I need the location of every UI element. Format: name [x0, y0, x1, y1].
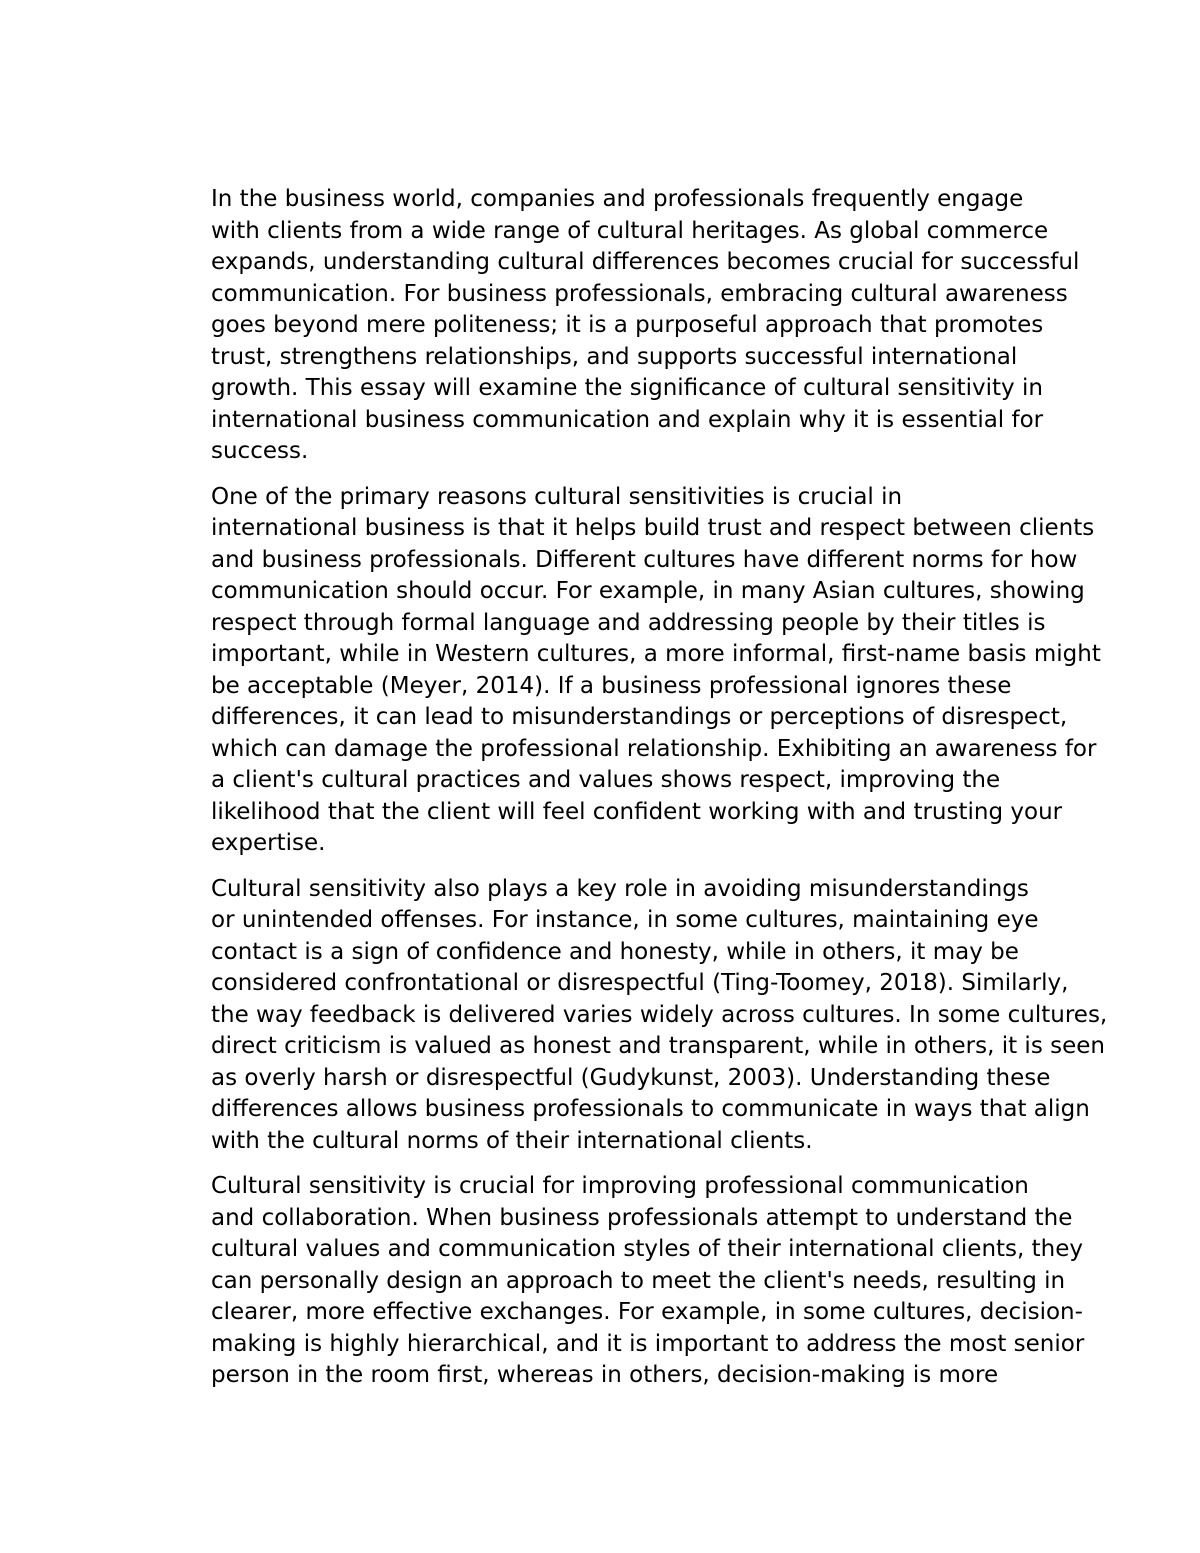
text-line: as overly harsh or disrespectful (Gudykunst, 2003). Understanding these — [211, 1064, 1051, 1091]
text-line: considered confrontational or disrespectful (Ting-Toomey, 2018). Similarly, — [211, 970, 1069, 996]
text-line: One of the primary reasons cultural sensitivities is crucial in — [211, 483, 903, 510]
text-line: contact is a sign of confidence and honesty, while in others, it may be — [211, 938, 1019, 965]
text-line: international business is that it helps build trust and respect between clients — [211, 515, 1095, 541]
text-line: trust, strengthens relationships, and supports successful international — [211, 343, 1018, 370]
text-line: or unintended offenses. For instance, in some cultures, maintaining eye — [211, 907, 1039, 933]
text-line: expertise. — [211, 830, 326, 856]
text-line: communication should occur. For example, in many Asian cultures, showing — [211, 578, 1085, 604]
text-line: with clients from a wide range of cultural heritages. As global commerce — [211, 217, 1049, 244]
text-line: which can damage the professional relationship. Exhibiting an awareness for — [211, 735, 1097, 762]
text-line: the way feedback is delivered varies widely across cultures. In some cultures, — [211, 1001, 1108, 1028]
text-line: person in the room first, whereas in others, decision-making is more — [211, 1362, 999, 1388]
text-line: growth. This essay will examine the significance of cultural sensitivity in — [211, 375, 1043, 401]
text-line: cultural values and communication styles of their international clients, they — [211, 1236, 1084, 1262]
text-line: differences allows business professionals to communicate in ways that align — [211, 1096, 1090, 1122]
text-line: likelihood that the client will feel confident working with and trusting your — [211, 798, 1063, 825]
essay-body — [143, 184, 1108, 1406]
paragraph-misunderstandings — [143, 874, 1108, 1158]
paragraph-collaboration — [143, 1171, 1085, 1392]
text-line: important, while in Western cultures, a more informal, first-name basis might — [211, 641, 1101, 667]
text-line: goes beyond mere politeness; it is a purposeful approach that promotes — [211, 312, 1044, 338]
paragraph-trust-and-respect — [143, 482, 1101, 860]
text-line: making is highly hierarchical, and it is important to address the most senior — [211, 1330, 1085, 1357]
text-line: and business professionals. Different cultures have different norms for how — [211, 546, 1078, 573]
text-line: respect through formal language and addressing people by their titles is — [211, 609, 1046, 636]
paragraph-introduction — [143, 184, 1080, 468]
text-line: communication. For business professionals, embracing cultural awareness — [211, 280, 1068, 307]
text-line: differences, it can lead to misunderstandings or perceptions of disrespect, — [211, 704, 1068, 730]
text-line: with the cultural norms of their international clients. — [211, 1127, 813, 1154]
text-line: can personally design an approach to meet the client's needs, resulting in — [211, 1267, 1066, 1294]
text-line: clearer, more effective exchanges. For example, in some cultures, decision- — [211, 1299, 1083, 1325]
text-line: be acceptable (Meyer, 2014). If a business professional ignores these — [211, 672, 1012, 699]
text-line: success. — [211, 438, 309, 464]
text-line: international business communication and explain why it is essential for — [211, 406, 1044, 433]
text-line: a client's cultural practices and values shows respect, improving the — [211, 767, 1001, 793]
text-line: Cultural sensitivity is crucial for improving professional communication — [211, 1173, 1029, 1199]
text-line: In the business world, companies and professionals frequently engage — [211, 186, 1024, 212]
text-line: direct criticism is valued as honest and transparent, while in others, it is seen — [211, 1033, 1105, 1059]
text-line: and collaboration. When business professionals attempt to understand the — [211, 1204, 1073, 1231]
text-line: expands, understanding cultural differences becomes crucial for successful — [211, 249, 1080, 275]
text-line: Cultural sensitivity also plays a key role in avoiding misunderstandings — [211, 875, 1029, 902]
